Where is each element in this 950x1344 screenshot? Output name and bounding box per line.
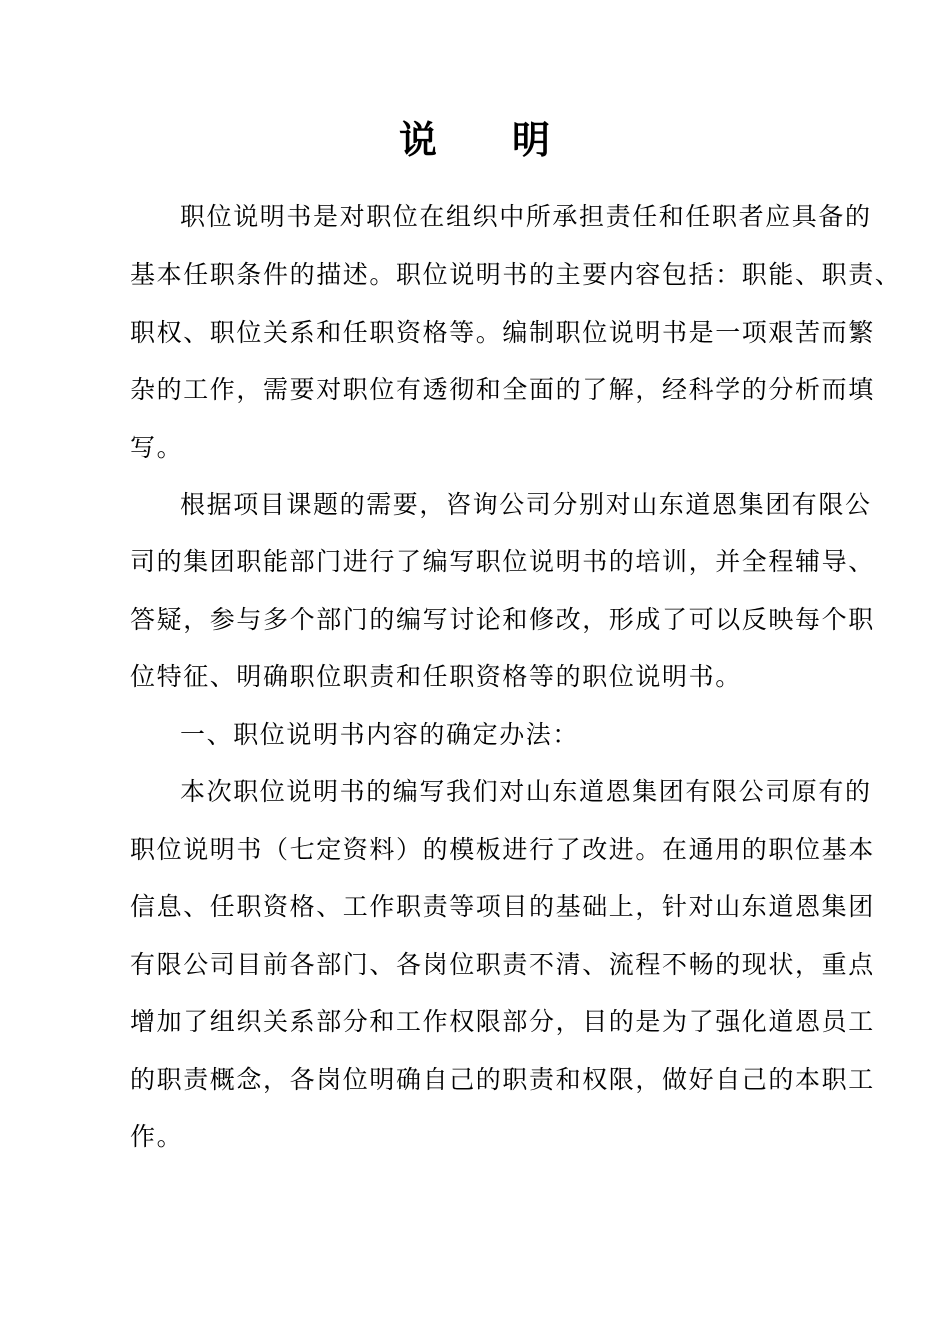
paragraph-3-line-4: 有限公司目前各部门、各岗位职责不清、流程不畅的现状，重点: [130, 950, 875, 979]
paragraph-1-line-4: 杂的工作，需要对职位有透彻和全面的了解，经科学的分析而填: [130, 375, 875, 404]
paragraph-1-line-3: 职权、职位关系和任职资格等。编制职位说明书是一项艰苦而繁: [130, 318, 875, 347]
paragraph-3-line-1: 本次职位说明书的编写我们对山东道恩集团有限公司原有的: [180, 777, 872, 806]
paragraph-3-line-3: 信息、任职资格、工作职责等项目的基础上，针对山东道恩集团: [130, 892, 875, 921]
paragraph-1-line-5: 写。: [130, 433, 184, 462]
page-title: [0, 112, 950, 168]
paragraph-2-line-4: 位特征、明确职位职责和任职资格等的职位说明书。: [130, 662, 742, 691]
paragraph-1-line-1: 职位说明书是对职位在组织中所承担责任和任职者应具备的: [180, 202, 872, 231]
paragraph-3-line-6: 的职责概念，各岗位明确自己的职责和权限，做好自己的本职工: [130, 1065, 875, 1094]
paragraph-1-line-2: 基本任职条件的描述。职位说明书的主要内容包括：职能、职责、: [130, 260, 902, 289]
paragraph-3-line-7: 作。: [130, 1122, 184, 1151]
paragraph-2-line-3: 答疑，参与多个部门的编写讨论和修改，形成了可以反映每个职: [130, 605, 875, 634]
paragraph-2-line-1: 根据项目课题的需要，咨询公司分别对山东道恩集团有限公: [180, 490, 872, 519]
page-title-char-2: 明: [512, 118, 552, 162]
paragraph-2-line-2: 司的集团职能部门进行了编写职位说明书的培训，并全程辅导、: [130, 547, 875, 576]
paragraph-3-line-5: 增加了组织关系部分和工作权限部分，目的是为了强化道恩员工: [130, 1007, 875, 1036]
page-title-char-1: 说: [398, 118, 438, 162]
section-heading: 一、职位说明书内容的确定办法：: [180, 720, 580, 749]
paragraph-3-line-2: 职位说明书（七定资料）的模板进行了改进。在通用的职位基本: [130, 835, 875, 864]
